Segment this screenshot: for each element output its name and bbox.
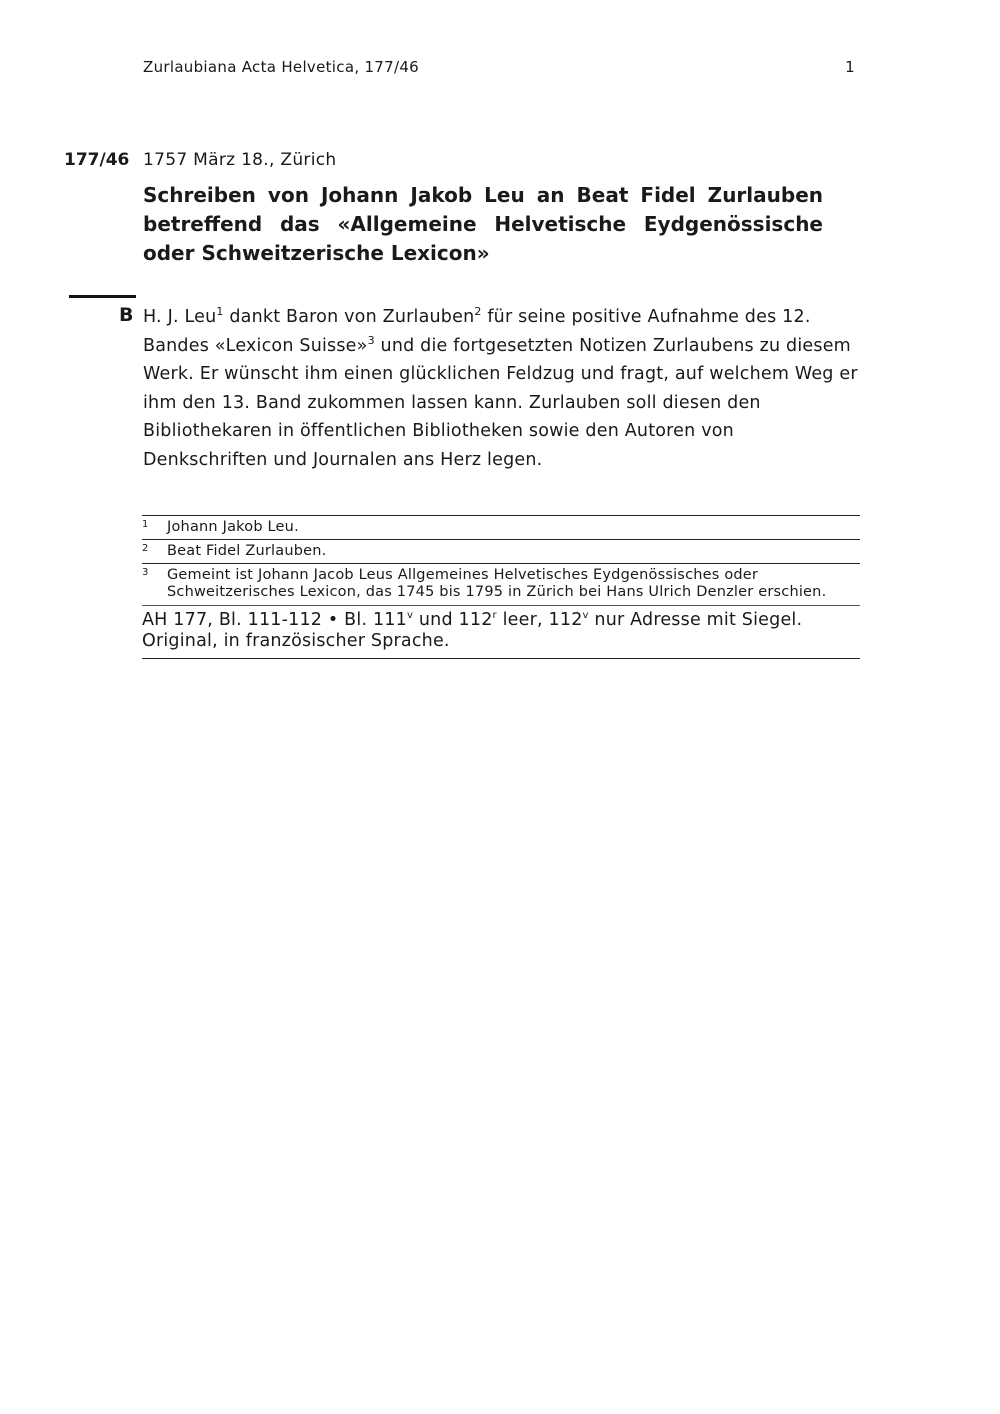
running-title: Zurlaubiana Acta Helvetica, 177/46: [143, 58, 420, 76]
page-number: 1: [845, 58, 855, 76]
footnote: [142, 539, 860, 563]
footnote-text: Gemeint ist Johann Jacob Leus Allgemeines Helvetisches Eydgenössisches oder Schweitzerisches Lexicon, das 1745 bis 1795 in Zürich bei Hans Ulrich Denzler erschien.: [167, 567, 827, 600]
source-text: AH 177, Bl. 111-112 • Bl. 111: [142, 610, 407, 630]
entry-date-place: 1757 März 18., Zürich: [143, 150, 337, 170]
source-text: nur Adresse mit Siegel.: [588, 610, 803, 630]
footnote-text: Beat Fidel Zurlauben.: [167, 543, 327, 559]
summary-text: für seine positive Aufnahme des 12. Bandes «Lexicon Suisse»: [143, 307, 811, 356]
source-sup: v: [406, 610, 414, 622]
summary-text: H. J. Leu: [143, 307, 217, 327]
footnote-ref-3[interactable]: 3: [367, 333, 375, 347]
summary-text: und die fortgesetzten Notizen Zurlaubens zu diesem Werk. Er wünscht ihm einen glücklichen Feldzug und fragt, auf welchem Weg er ihm den 13. Band zukommen lassen kann. Zurlauben soll diesen den Bibliothekaren in öffentlichen Bibliotheken sowie den Autoren von Denkschriften und Journalen ans Herz legen.: [143, 335, 858, 470]
source-text: leer, 112: [496, 610, 583, 630]
footnote-mark: 1: [142, 519, 149, 530]
entry-title: Schreiben von Johann Jakob Leu an Beat Fidel Zurlauben betreffend das «Allgemeine Helvetische Eydgenössische oder Schweitzerische Lexicon»: [143, 183, 823, 265]
summary-paragraph: [143, 303, 859, 475]
footnote-mark: 2: [142, 543, 149, 554]
footnote-mark: 3: [142, 567, 149, 578]
document-type-letter: B: [119, 304, 134, 326]
source-sup: v: [582, 610, 589, 622]
source-line-1: [142, 610, 860, 631]
footnote-ref-2[interactable]: 2: [474, 305, 482, 319]
source-text: und 112: [413, 610, 493, 630]
source-note: [142, 605, 860, 659]
footnote-text: Johann Jakob Leu.: [167, 519, 299, 535]
summary-text: dankt Baron von Zurlauben: [223, 307, 475, 327]
footnote: [142, 515, 860, 539]
source-sup: r: [492, 610, 497, 622]
section-rule: [69, 295, 136, 298]
footnotes-block: [142, 515, 860, 659]
running-head: [143, 58, 859, 76]
footnote: [142, 563, 860, 604]
source-line-2: Original, in französischer Sprache.: [142, 631, 450, 651]
entry-number: 177/46: [64, 150, 130, 170]
footnote-ref-1[interactable]: 1: [216, 305, 224, 319]
